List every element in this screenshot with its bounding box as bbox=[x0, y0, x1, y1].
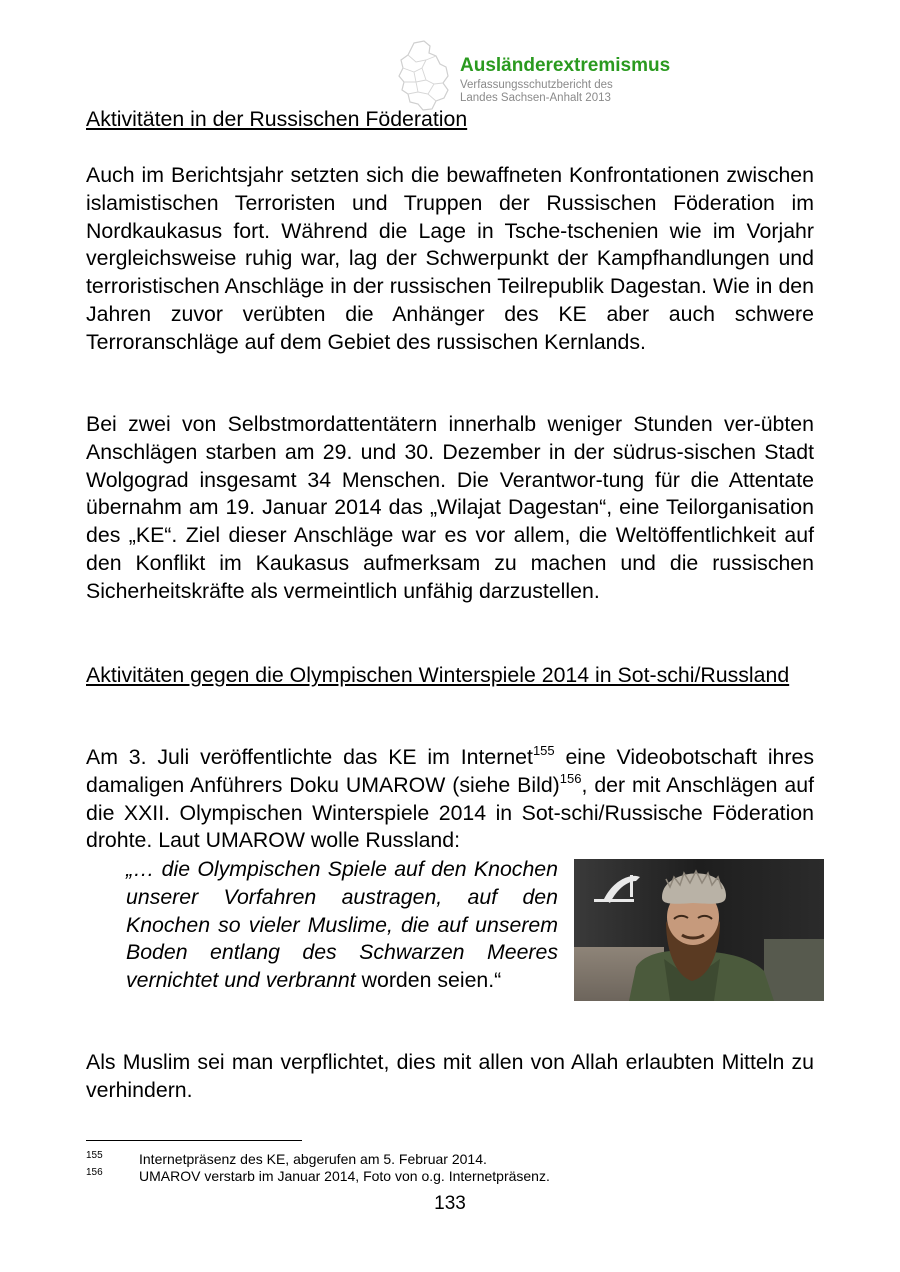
header-subtitle-line2: Landes Sachsen-Anhalt 2013 bbox=[460, 92, 611, 104]
paragraph-text-part: , der mit Anschlägen auf die XXII. Olympischen Winterspiele 2014 in Sot-schi/Russische Föderation drohte. Laut UMAROW wolle Russland: bbox=[86, 772, 814, 853]
paragraph-text-part: Am 3. Juli veröffentlichte das KE im Internet bbox=[86, 745, 533, 769]
page-header bbox=[396, 40, 716, 112]
paragraph-text-part: eine Videobotschaft ihres damaligen Anführers Doku UMAROW (siehe Bild) bbox=[86, 745, 814, 797]
footnote-separator bbox=[86, 1140, 302, 1141]
paragraph-video-message bbox=[86, 744, 814, 855]
quote-italic-text: „… die Olympischen Spiele auf den Knochen unserer Vorfahren austragen, auf den Knochen so vieler Muslime, die auf unserem Boden entlang des Schwarzen Meeres vernichtet und verbrannt bbox=[126, 857, 558, 993]
page-number: 133 bbox=[434, 1193, 466, 1214]
footnote-ref-156[interactable]: 156 bbox=[559, 770, 582, 786]
footnote-text: UMAROV verstarb im Januar 2014, Foto von o.g. Internetpräsenz. bbox=[139, 1168, 550, 1184]
section-heading-olympics: Aktivitäten gegen die Olympischen Winterspiele 2014 in Sot-schi/Russland bbox=[86, 663, 790, 687]
quote-plain-text: worden seien.“ bbox=[355, 968, 502, 993]
footnote-text: Internetpräsenz des KE, abgerufen am 5. Februar 2014. bbox=[139, 1151, 487, 1167]
footnote-number: 156 bbox=[86, 1167, 103, 1178]
sachsen-anhalt-map-icon bbox=[396, 40, 456, 112]
paragraph-confrontations: Auch im Berichtsjahr setzten sich die bewaffneten Konfrontationen zwischen islamistischen Terroristen und Truppen der Russischen Föderation im Nordkaukasus fort. Während die Lage in Tsche-tschenien wie im Vorjahr vergleichsweise ruhig war, lag der Schwerpunkt der Kampfhandlungen und terroristischen Anschläge in der russischen Teilrepublik Dagestan. Wie in den Jahren zuvor verübten die Anhänger des KE aber auch schwere Terroranschläge auf dem Gebiet des russischen Kernlands. bbox=[86, 163, 814, 354]
footnote-ref-155[interactable]: 155 bbox=[532, 742, 555, 758]
umarow-photo bbox=[574, 859, 824, 1001]
section-heading-russia: Aktivitäten in der Russischen Föderation bbox=[86, 107, 468, 131]
header-title: Ausländerextremismus bbox=[460, 55, 671, 76]
paragraph-obligation: Als Muslim sei man verpflichtet, dies mit allen von Allah erlaubten Mitteln zu verhindern. bbox=[86, 1050, 814, 1102]
footnote-number: 155 bbox=[86, 1150, 103, 1161]
paragraph-wolgograd-attacks: Bei zwei von Selbstmordattentätern innerhalb weniger Stunden ver-übten Anschlägen starben am 29. und 30. Dezember in der südrus-sischen Stadt Wolgograd insgesamt 34 Menschen. Die Verantwor-tung für die Attentate übernahm am 19. Januar 2014 das „Wilajat Dagestan“, eine Teilorganisation des „KE“. Ziel dieser Anschläge war es vor allem, die Weltöffentlichkeit auf den Konflikt im Kaukasus aufmerksam zu machen und die russischen Sicherheitskräfte als vermeintlich unfähig darzustellen. bbox=[86, 412, 814, 603]
umarow-quote bbox=[126, 856, 558, 995]
header-subtitle-line1: Verfassungsschutzbericht des bbox=[460, 79, 613, 91]
